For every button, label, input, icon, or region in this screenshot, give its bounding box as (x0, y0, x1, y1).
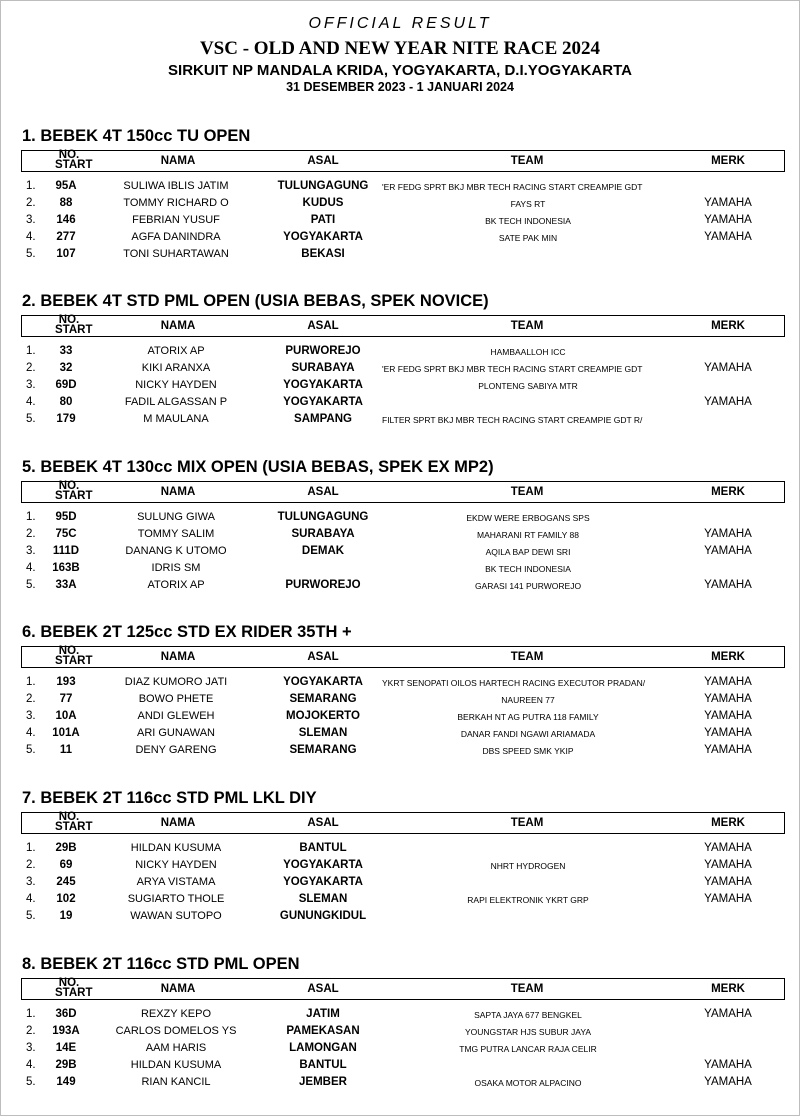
race-class-section (0, 623, 800, 773)
rider-name-cell: HILDAN KUSUMA (130, 1059, 222, 1071)
rider-name-cell: SULUNG GIWA (137, 511, 215, 523)
table-row (0, 841, 800, 858)
team-cell: EKDW WERE ERBOGANS SPS (466, 513, 590, 523)
origin-cell: PATI (310, 214, 336, 226)
rider-name-cell: BOWO PHETE (138, 693, 214, 705)
header-no-start (55, 811, 93, 833)
header-no-line: NO. (58, 645, 80, 657)
position-cell: 4. (26, 1059, 36, 1071)
brand-cell: YAMAHA (704, 579, 752, 591)
event-title: VSC - OLD AND NEW YEAR NITE RACE 2024 (199, 38, 601, 59)
rider-name-cell: ATORIX AP (147, 345, 205, 357)
header-start-line: START (55, 820, 93, 833)
team-cell: 'ER FEDG SPRT BKJ MBR TECH RACING START CREAMPIE GDT (382, 364, 643, 374)
team-cell: MAHARANI RT FAMILY 88 (477, 530, 579, 540)
origin-cell: TULUNGAGUNG (277, 511, 369, 523)
table-header (21, 481, 785, 503)
position-cell: 4. (26, 562, 36, 574)
table-row (0, 412, 800, 429)
brand-cell: YAMAHA (704, 893, 752, 905)
position-cell: 4. (26, 231, 36, 243)
position-cell: 3. (26, 710, 36, 722)
results-list (0, 1007, 800, 1092)
race-class-title: 5. BEBEK 4T 130cc MIX OPEN (USIA BEBAS, SPEK EX MP2) (22, 458, 494, 476)
brand-cell: YAMAHA (704, 362, 752, 374)
table-row (0, 527, 800, 544)
rider-name-cell: HILDAN KUSUMA (130, 842, 222, 854)
start-number-cell: 19 (59, 910, 73, 922)
table-row (0, 858, 800, 875)
start-number-cell: 32 (59, 362, 73, 374)
table-row (0, 743, 800, 760)
table-row (0, 875, 800, 892)
position-cell: 4. (26, 727, 36, 739)
header-team: TEAM (510, 817, 544, 829)
results-list (0, 675, 800, 760)
header-nama: NAMA (160, 155, 196, 167)
table-row (0, 892, 800, 909)
rider-name-cell: NICKY HAYDEN (135, 379, 217, 391)
results-list (0, 510, 800, 595)
table-row (0, 378, 800, 395)
header-asal: ASAL (307, 486, 339, 498)
table-row (0, 1075, 800, 1092)
header-no-start (55, 977, 93, 999)
race-class-title: 8. BEBEK 2T 116cc STD PML OPEN (22, 955, 300, 973)
team-cell: BERKAH NT AG PUTRA 118 FAMILY (457, 712, 599, 722)
team-cell: HAMBAALLOH ICC (490, 347, 566, 357)
origin-cell: GUNUNGKIDUL (279, 910, 367, 922)
origin-cell: KUDUS (302, 197, 344, 209)
header-asal: ASAL (307, 817, 339, 829)
position-cell: 1. (26, 511, 36, 523)
header-team: TEAM (510, 320, 544, 332)
position-cell: 3. (26, 545, 36, 557)
table-row (0, 544, 800, 561)
rider-name-cell: IDRIS SM (151, 562, 201, 574)
origin-cell: SLEMAN (298, 893, 348, 905)
header-no-start (55, 149, 93, 171)
brand-cell: YAMAHA (704, 859, 752, 871)
origin-cell: PURWOREJO (285, 579, 361, 591)
race-class-section (0, 127, 800, 277)
brand-cell: YAMAHA (704, 396, 752, 408)
brand-cell: YAMAHA (704, 744, 752, 756)
team-cell: OSAKA MOTOR ALPACINO (474, 1078, 582, 1088)
origin-cell: SAMPANG (294, 413, 352, 425)
table-row (0, 709, 800, 726)
rider-name-cell: DENY GARENG (135, 744, 217, 756)
start-number-cell: 88 (59, 197, 73, 209)
rider-name-cell: FEBRIAN YUSUF (132, 214, 220, 226)
position-cell: 2. (26, 693, 36, 705)
header-merk: MERK (711, 320, 745, 332)
rider-name-cell: AGFA DANINDRA (131, 231, 221, 243)
table-row (0, 1024, 800, 1041)
table-row (0, 510, 800, 527)
race-class-title: 1. BEBEK 4T 150cc TU OPEN (22, 127, 251, 145)
position-cell: 1. (26, 180, 36, 192)
start-number-cell: 95D (55, 511, 77, 523)
rider-name-cell: FADIL ALGASSAN P (124, 396, 228, 408)
rider-name-cell: DANANG K UTOMO (125, 545, 227, 557)
table-row (0, 344, 800, 361)
header-nama: NAMA (160, 486, 196, 498)
origin-cell: YOGYAKARTA (283, 876, 363, 888)
race-class-section (0, 458, 800, 608)
origin-cell: PURWOREJO (285, 345, 361, 357)
header-start-line: START (55, 654, 93, 667)
start-number-cell: 33A (55, 579, 77, 591)
header-nama: NAMA (160, 651, 196, 663)
table-header (21, 646, 785, 668)
header-team: TEAM (510, 651, 544, 663)
table-header (21, 150, 785, 172)
rider-name-cell: ATORIX AP (147, 579, 205, 591)
team-cell: RAPI ELEKTRONIK YKRT GRP (467, 895, 589, 905)
position-cell: 1. (26, 345, 36, 357)
position-cell: 2. (26, 859, 36, 871)
position-cell: 1. (26, 676, 36, 688)
rider-name-cell: TONI SUHARTAWAN (123, 248, 229, 260)
origin-cell: LAMONGAN (289, 1042, 357, 1054)
header-asal: ASAL (307, 983, 339, 995)
brand-cell: YAMAHA (704, 710, 752, 722)
start-number-cell: 193A (52, 1025, 80, 1037)
table-header (21, 978, 785, 1000)
start-number-cell: 146 (56, 214, 76, 226)
start-number-cell: 77 (59, 693, 73, 705)
table-row (0, 578, 800, 595)
team-cell: DANAR FANDI NGAWI ARIAMADA (460, 729, 596, 739)
header-asal: ASAL (307, 651, 339, 663)
rider-name-cell: ARYA VISTAMA (136, 876, 216, 888)
race-class-section (0, 292, 800, 442)
origin-cell: YOGYAKARTA (283, 859, 363, 871)
origin-cell: BANTUL (299, 1059, 347, 1071)
start-number-cell: 14E (55, 1042, 77, 1054)
race-class-title: 7. BEBEK 2T 116cc STD PML LKL DIY (22, 789, 317, 807)
start-number-cell: 29B (55, 1059, 77, 1071)
header-nama: NAMA (160, 983, 196, 995)
rider-name-cell: RIAN KANCIL (141, 1076, 211, 1088)
origin-cell: DEMAK (301, 545, 345, 557)
rider-name-cell: NICKY HAYDEN (135, 859, 217, 871)
header-no-line: NO. (58, 314, 80, 326)
race-class-section (0, 789, 800, 939)
origin-cell: SLEMAN (298, 727, 348, 739)
header-team: TEAM (510, 155, 544, 167)
origin-cell: JEMBER (299, 1076, 347, 1088)
position-cell: 5. (26, 579, 36, 591)
position-cell: 5. (26, 413, 36, 425)
rider-name-cell: KIKI ARANXA (141, 362, 211, 374)
position-cell: 5. (26, 910, 36, 922)
race-class-title: 6. BEBEK 2T 125cc STD EX RIDER 35TH + (22, 623, 352, 641)
start-number-cell: 69 (59, 859, 73, 871)
team-cell: BK TECH INDONESIA (485, 564, 571, 574)
position-cell: 4. (26, 396, 36, 408)
rider-name-cell: ANDI GLEWEH (137, 710, 215, 722)
origin-cell: SURABAYA (291, 362, 355, 374)
brand-cell: YAMAHA (704, 528, 752, 540)
table-header (21, 812, 785, 834)
position-cell: 3. (26, 1042, 36, 1054)
brand-cell: YAMAHA (704, 1059, 752, 1071)
rider-name-cell: SUGIARTO THOLE (127, 893, 225, 905)
start-number-cell: 80 (59, 396, 73, 408)
position-cell: 2. (26, 528, 36, 540)
table-row (0, 247, 800, 264)
start-number-cell: 111D (52, 545, 80, 557)
brand-cell: YAMAHA (704, 545, 752, 557)
position-cell: 3. (26, 876, 36, 888)
header-no-line: NO. (58, 149, 80, 161)
header-merk: MERK (711, 486, 745, 498)
origin-cell: SEMARANG (289, 744, 357, 756)
team-cell: DBS SPEED SMK YKIP (482, 746, 574, 756)
table-row (0, 213, 800, 230)
start-number-cell: 245 (56, 876, 76, 888)
rider-name-cell: REXZY KEPO (140, 1008, 212, 1020)
start-number-cell: 29B (55, 842, 77, 854)
start-number-cell: 277 (56, 231, 76, 243)
team-cell: TMG PUTRA LANCAR RAJA CELIR (459, 1044, 597, 1054)
table-row (0, 395, 800, 412)
header-merk: MERK (711, 817, 745, 829)
rider-name-cell: AAM HARIS (145, 1042, 207, 1054)
team-cell: YOUNGSTAR HJS SUBUR JAYA (464, 1027, 592, 1037)
brand-cell: YAMAHA (704, 842, 752, 854)
table-row (0, 692, 800, 709)
rider-name-cell: M MAULANA (143, 413, 209, 425)
position-cell: 5. (26, 1076, 36, 1088)
team-cell: FAYS RT (510, 199, 546, 209)
team-cell: NHRT HYDROGEN (490, 861, 566, 871)
start-number-cell: 95A (55, 180, 77, 192)
start-number-cell: 107 (56, 248, 76, 260)
table-row (0, 179, 800, 196)
team-cell: SAPTA JAYA 677 BENGKEL (474, 1010, 582, 1020)
team-cell: PLONTENG SABIYA MTR (478, 381, 578, 391)
event-date: 31 DESEMBER 2023 - 1 JANUARI 2024 (286, 80, 514, 94)
origin-cell: PAMEKASAN (286, 1025, 360, 1037)
rider-name-cell: TOMMY RICHARD O (123, 197, 229, 209)
header-team: TEAM (510, 983, 544, 995)
origin-cell: YOGYAKARTA (283, 676, 363, 688)
position-cell: 3. (26, 379, 36, 391)
header-nama: NAMA (160, 320, 196, 332)
rider-name-cell: CARLOS DOMELOS YS (115, 1025, 237, 1037)
team-cell: FILTER SPRT BKJ MBR TECH RACING START CREAMPIE GDT R/ (382, 415, 643, 425)
race-class-title: 2. BEBEK 4T STD PML OPEN (USIA BEBAS, SPEK NOVICE) (22, 292, 489, 310)
header-merk: MERK (711, 155, 745, 167)
origin-cell: YOGYAKARTA (283, 396, 363, 408)
origin-cell: MOJOKERTO (286, 710, 360, 722)
race-class-section (0, 955, 800, 1105)
origin-cell: SEMARANG (289, 693, 357, 705)
position-cell: 2. (26, 1025, 36, 1037)
start-number-cell: 11 (59, 744, 73, 756)
position-cell: 2. (26, 197, 36, 209)
position-cell: 3. (26, 214, 36, 226)
rider-name-cell: TOMMY SALIM (137, 528, 215, 540)
position-cell: 1. (26, 1008, 36, 1020)
official-result-label: OFFICIAL RESULT (308, 15, 492, 32)
results-list (0, 841, 800, 926)
origin-cell: JATIM (306, 1008, 340, 1020)
team-cell: SATE PAK MIN (498, 233, 558, 243)
brand-cell: YAMAHA (704, 676, 752, 688)
header-asal: ASAL (307, 155, 339, 167)
table-row (0, 230, 800, 247)
start-number-cell: 33 (59, 345, 73, 357)
brand-cell: YAMAHA (704, 727, 752, 739)
start-number-cell: 36D (55, 1008, 77, 1020)
team-cell: YKRT SENOPATI OILOS HARTECH RACING EXECUTOR PRADAN/ (382, 678, 646, 688)
origin-cell: TULUNGAGUNG (277, 180, 369, 192)
table-row (0, 561, 800, 578)
header-no-line: NO. (58, 811, 80, 823)
header-start-line: START (55, 158, 93, 171)
origin-cell: YOGYAKARTA (283, 231, 363, 243)
header-no-start (55, 645, 93, 667)
header-no-start (55, 480, 93, 502)
start-number-cell: 75C (55, 528, 77, 540)
position-cell: 2. (26, 362, 36, 374)
origin-cell: YOGYAKARTA (283, 379, 363, 391)
brand-cell: YAMAHA (704, 876, 752, 888)
brand-cell: YAMAHA (704, 197, 752, 209)
results-list (0, 344, 800, 429)
origin-cell: BEKASI (301, 248, 345, 260)
rider-name-cell: ARI GUNAWAN (136, 727, 216, 739)
start-number-cell: 179 (56, 413, 76, 425)
table-row (0, 1058, 800, 1075)
header-nama: NAMA (160, 817, 196, 829)
position-cell: 1. (26, 842, 36, 854)
start-number-cell: 101A (52, 727, 80, 739)
table-row (0, 196, 800, 213)
start-number-cell: 10A (55, 710, 77, 722)
origin-cell: SURABAYA (291, 528, 355, 540)
header-team: TEAM (510, 486, 544, 498)
results-list (0, 179, 800, 264)
team-cell: NAUREEN 77 (501, 695, 555, 705)
rider-name-cell: SULIWA IBLIS JATIM (123, 180, 229, 192)
origin-cell: BANTUL (299, 842, 347, 854)
brand-cell: YAMAHA (704, 214, 752, 226)
header-asal: ASAL (307, 320, 339, 332)
start-number-cell: 149 (56, 1076, 76, 1088)
header-start-line: START (55, 323, 93, 336)
brand-cell: YAMAHA (704, 1008, 752, 1020)
header-start-line: START (55, 986, 93, 999)
event-venue: SIRKUIT NP MANDALA KRIDA, YOGYAKARTA, D.I.YOGYAKARTA (168, 62, 632, 79)
team-cell: GARASI 141 PURWOREJO (474, 581, 582, 591)
table-row (0, 361, 800, 378)
header-no-line: NO. (58, 977, 80, 989)
brand-cell: YAMAHA (704, 1076, 752, 1088)
table-row (0, 909, 800, 926)
team-cell: AQILA BAP DEWI SRI (485, 547, 571, 557)
team-cell: BK TECH INDONESIA (485, 216, 571, 226)
rider-name-cell: WAWAN SUTOPO (130, 910, 222, 922)
table-row (0, 1007, 800, 1024)
header-no-line: NO. (58, 480, 80, 492)
position-cell: 4. (26, 893, 36, 905)
position-cell: 5. (26, 248, 36, 260)
header-no-start (55, 314, 93, 336)
start-number-cell: 163B (52, 562, 80, 574)
table-header (21, 315, 785, 337)
position-cell: 5. (26, 744, 36, 756)
start-number-cell: 102 (56, 893, 76, 905)
team-cell: 'ER FEDG SPRT BKJ MBR TECH RACING START CREAMPIE GDT (382, 182, 643, 192)
brand-cell: YAMAHA (704, 231, 752, 243)
brand-cell: YAMAHA (704, 693, 752, 705)
header-merk: MERK (711, 651, 745, 663)
start-number-cell: 69D (55, 379, 77, 391)
header-merk: MERK (711, 983, 745, 995)
start-number-cell: 193 (56, 676, 76, 688)
table-row (0, 1041, 800, 1058)
header-start-line: START (55, 489, 93, 502)
table-row (0, 726, 800, 743)
rider-name-cell: DIAZ KUMORO JATI (124, 676, 228, 688)
table-row (0, 675, 800, 692)
